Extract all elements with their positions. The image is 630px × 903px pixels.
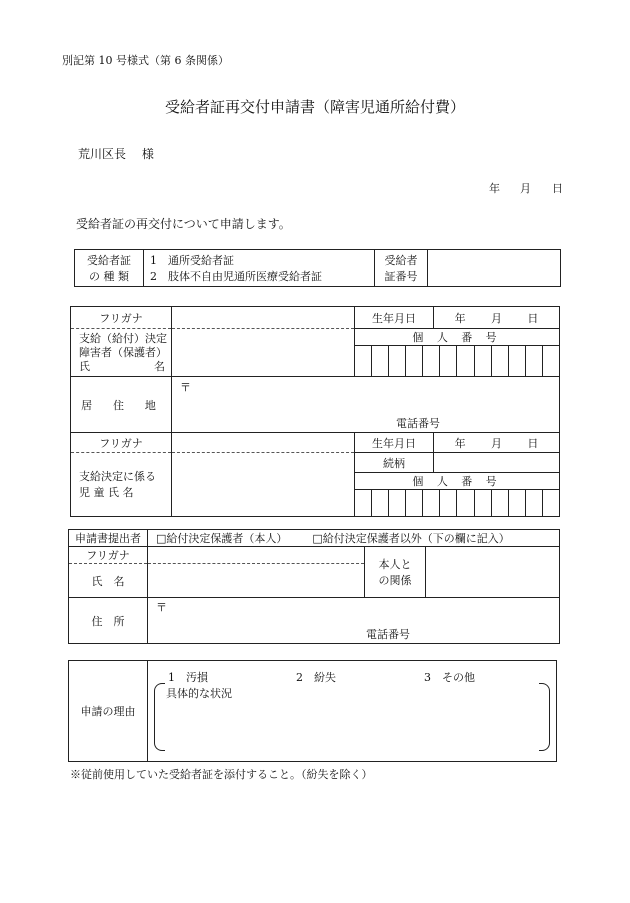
guardian-mynumber-label: 個 人 番 号 <box>355 329 560 346</box>
intro-text: 受給者証の再交付について申請します。 <box>76 217 291 231</box>
submitter-relation-label: 本人と の関係 <box>365 547 426 598</box>
reason-option-1[interactable]: 1 汚損 <box>168 671 208 684</box>
cert-type-label: 受給者証 の 種 類 <box>75 250 144 287</box>
guardian-name-label: 支給（給付）決定 障害者（保護者） 氏 名 <box>71 329 172 377</box>
guardian-birth-year: 年 <box>454 311 466 325</box>
child-birth-field[interactable] <box>434 433 560 453</box>
submitter-type-field <box>148 530 560 547</box>
submitter-table <box>68 529 560 644</box>
submitter-phone-label: 電話番号 <box>366 628 410 641</box>
child-mynumber-field[interactable] <box>355 490 560 517</box>
submitter-furigana-field[interactable] <box>148 547 365 564</box>
reason-option-2[interactable]: 2 紛失 <box>296 671 336 684</box>
cert-number-label: 受給者 証番号 <box>375 250 428 287</box>
left-bracket-icon <box>154 683 165 751</box>
applicant-table <box>70 306 560 517</box>
reason-detail-field[interactable] <box>168 701 536 747</box>
child-birth-year: 年 <box>454 436 466 450</box>
addressee: 荒川区長 様 <box>78 147 154 161</box>
cert-option-1[interactable]: 1 通所受給者証 <box>150 254 234 267</box>
child-furigana-field[interactable] <box>172 433 355 453</box>
child-relation-field[interactable] <box>434 453 560 473</box>
postal-mark-icon: 〒 <box>156 601 167 614</box>
guardian-birth-day: 日 <box>527 311 539 325</box>
reason-detail-label: 具体的な状況 <box>166 687 232 700</box>
child-birth-month: 月 <box>490 436 502 450</box>
guardian-birth-month: 月 <box>490 311 502 325</box>
submitter-name-label: 氏 名 <box>69 564 148 598</box>
date-year-label: 年 <box>489 182 500 195</box>
postal-mark-icon: 〒 <box>180 381 191 394</box>
guardian-phone-label: 電話番号 <box>396 417 440 430</box>
child-birth-day: 日 <box>527 436 539 450</box>
form-number: 別記第 10 号様式（第 6 条関係） <box>62 54 229 67</box>
submitter-relation-field[interactable] <box>426 547 560 598</box>
submitter-address-field[interactable] <box>148 598 560 644</box>
child-mynumber-label: 個 人 番 号 <box>355 473 560 490</box>
submitter-furigana-label: フリガナ <box>69 547 148 564</box>
child-relation-label: 続柄 <box>355 453 434 473</box>
submitter-header-label: 申請書提出者 <box>69 530 148 547</box>
child-birth-label: 生年月日 <box>355 433 434 453</box>
certificate-table <box>74 249 561 287</box>
cert-option-2[interactable]: 2 肢体不自由児通所医療受給者証 <box>150 270 322 283</box>
reason-field <box>148 661 557 762</box>
child-furigana-label: フリガナ <box>71 433 172 453</box>
guardian-mynumber-field[interactable] <box>355 346 560 377</box>
child-name-field[interactable] <box>172 453 355 517</box>
reason-label: 申請の理由 <box>69 661 148 762</box>
guardian-address-field[interactable] <box>172 377 560 433</box>
submitter-option-self[interactable]: □給付決定保護者（本人） <box>156 532 288 545</box>
child-name-label: 支給決定に係る 児 童 氏 名 <box>71 453 172 517</box>
guardian-address-label: 居 住 地 <box>71 377 172 433</box>
reason-table <box>68 660 557 762</box>
cert-number-field[interactable] <box>428 250 561 287</box>
cert-type-options[interactable] <box>144 250 375 287</box>
guardian-birth-field[interactable] <box>434 307 560 329</box>
guardian-furigana-field[interactable] <box>172 307 355 329</box>
submitter-address-label: 住 所 <box>69 598 148 644</box>
reason-option-3[interactable]: 3 その他 <box>424 671 475 684</box>
date-day-label: 日 <box>552 182 563 195</box>
page-title: 受給者証再交付申請書（障害児通所給付費） <box>164 98 465 116</box>
footnote: ※従前使用していた受給者証を添付すること。（紛失を除く） <box>70 768 373 781</box>
right-bracket-icon <box>539 683 550 751</box>
guardian-birth-label: 生年月日 <box>355 307 434 329</box>
guardian-furigana-label: フリガナ <box>71 307 172 329</box>
guardian-name-field[interactable] <box>172 329 355 377</box>
date-month-label: 月 <box>520 182 531 195</box>
submitter-option-other[interactable]: □給付決定保護者以外（下の欄に記入） <box>312 532 510 545</box>
submitter-name-field[interactable] <box>148 564 365 598</box>
